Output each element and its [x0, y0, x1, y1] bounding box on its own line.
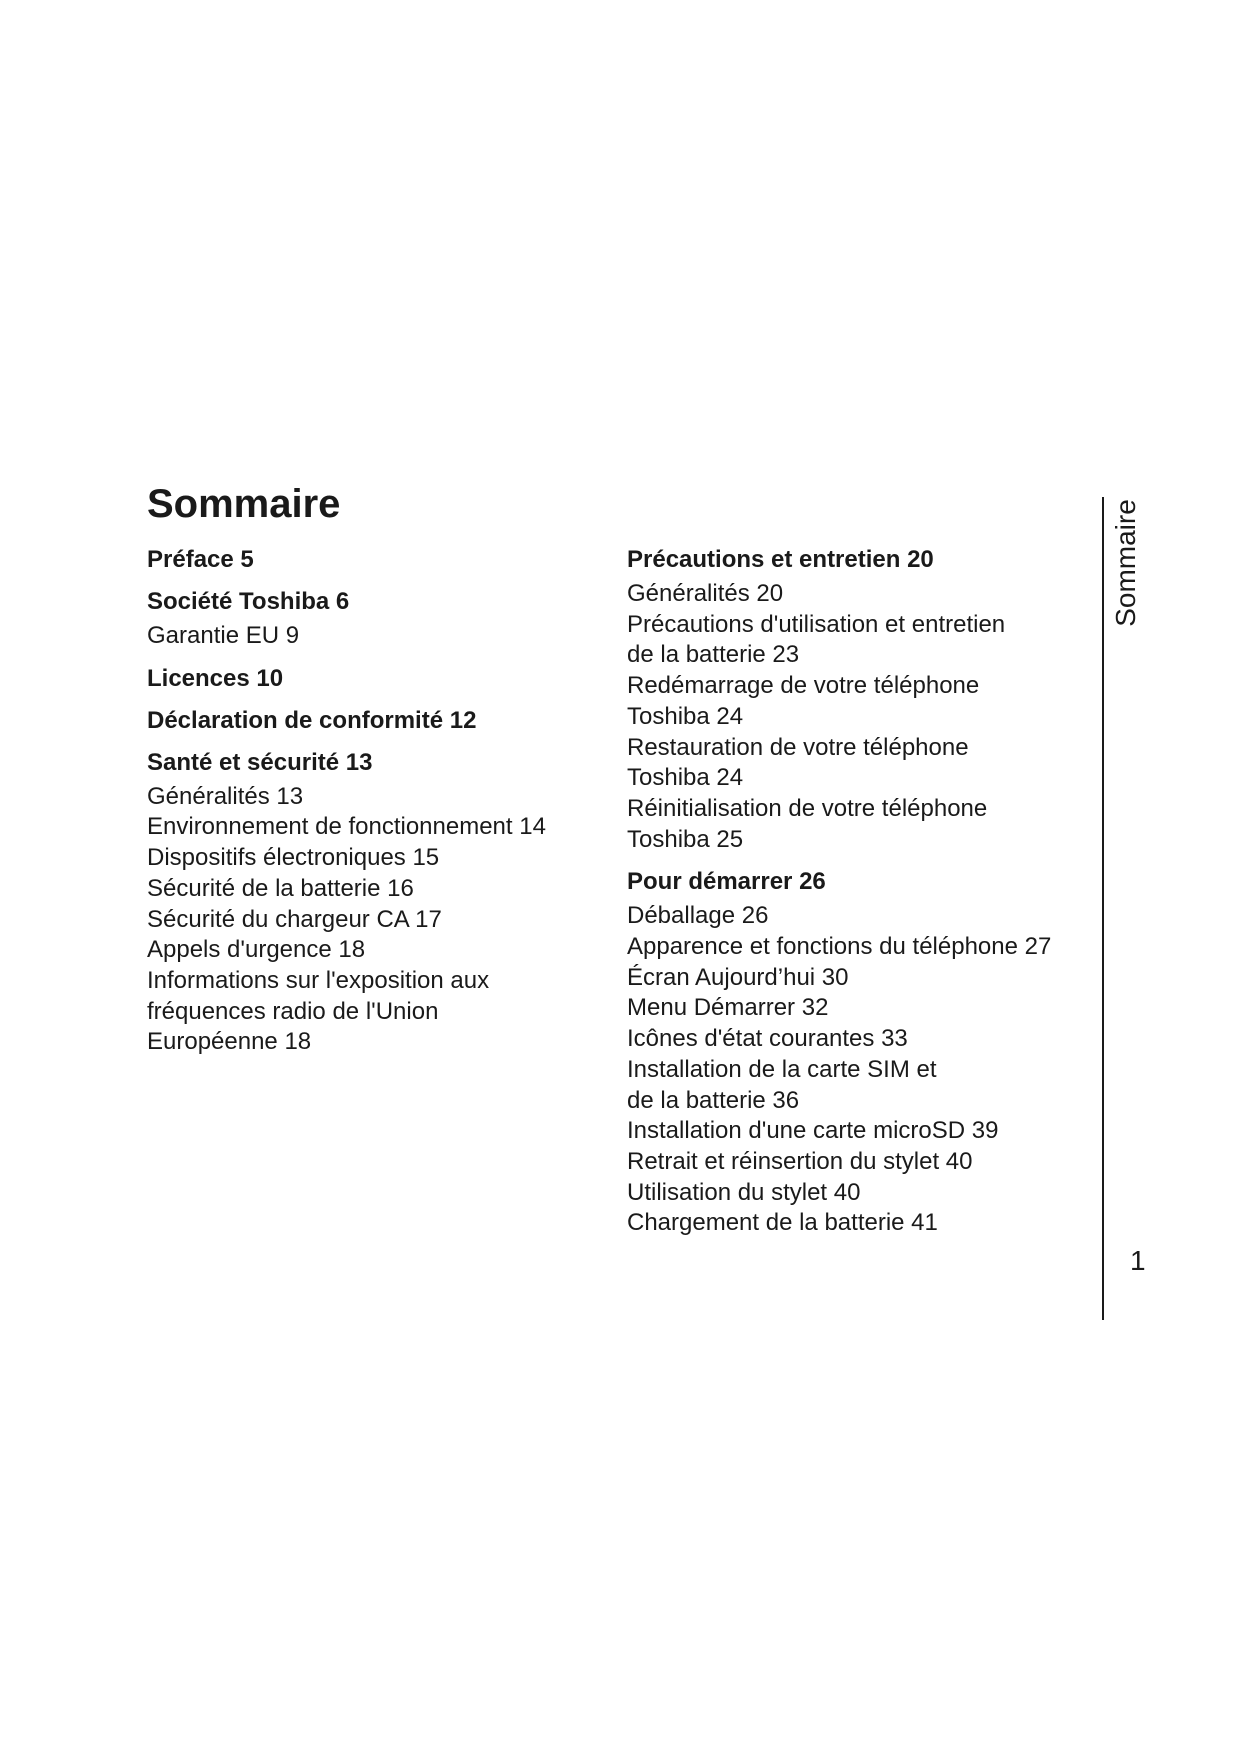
toc-entry[interactable]: Déballage 26: [627, 902, 769, 930]
toc-section-heading[interactable]: Pour démarrer 26: [627, 868, 826, 896]
toc-entry[interactable]: Environnement de fonctionnement 14: [147, 813, 546, 841]
toc-left-column: [147, 545, 587, 1070]
side-section-label: Sommaire: [1110, 499, 1141, 627]
toc-entry[interactable]: Redémarrage de votre téléphone: [627, 672, 980, 700]
toc-entry[interactable]: Chargement de la batterie 41: [627, 1209, 938, 1237]
toc-entry[interactable]: Restauration de votre téléphone: [627, 733, 969, 761]
toc-entry[interactable]: Installation d'une carte microSD 39: [627, 1117, 999, 1145]
toc-entry[interactable]: Retrait et réinsertion du stylet 40: [627, 1147, 973, 1175]
toc-section: [147, 587, 587, 652]
toc-entry[interactable]: Toshiba 24: [627, 764, 744, 792]
toc-section: [627, 545, 1097, 855]
toc-entry[interactable]: Appels d'urgence 18: [147, 936, 366, 964]
toc-entry[interactable]: Toshiba 25: [627, 825, 744, 853]
page-number: 1: [1130, 1245, 1146, 1276]
toc-entry[interactable]: Menu Démarrer 32: [627, 994, 829, 1022]
toc-section-heading[interactable]: Société Toshiba 6: [147, 588, 350, 615]
toc-right-column: [627, 545, 1097, 1251]
toc-entry[interactable]: Toshiba 24: [627, 702, 744, 730]
page-title: Sommaire: [147, 482, 341, 526]
toc-entry[interactable]: Informations sur l'exposition aux: [147, 966, 490, 994]
toc-section: [147, 706, 587, 736]
toc-entry[interactable]: Garantie EU 9: [147, 622, 300, 649]
toc-entry[interactable]: Installation de la carte SIM et: [627, 1055, 937, 1083]
toc-entry[interactable]: de la batterie 23: [627, 641, 800, 669]
toc-entry[interactable]: Dispositifs électroniques 15: [147, 844, 440, 872]
toc-entry[interactable]: Généralités 20: [627, 580, 784, 607]
toc-entry[interactable]: fréquences radio de l'Union: [147, 997, 439, 1025]
toc-entry[interactable]: Écran Aujourd’hui 30: [627, 963, 849, 991]
toc-entry[interactable]: Sécurité de la batterie 16: [147, 874, 414, 902]
toc-entry[interactable]: de la batterie 36: [627, 1086, 800, 1114]
toc-section: [627, 867, 1097, 1239]
side-divider: [1102, 497, 1104, 1320]
toc-entry[interactable]: Précautions d'utilisation et entretien: [627, 610, 1006, 638]
toc-entry[interactable]: Apparence et fonctions du téléphone 27: [627, 933, 1052, 961]
toc-section-heading[interactable]: Licences 10: [147, 664, 284, 692]
toc-entry[interactable]: Généralités 13: [147, 782, 304, 810]
toc-section: [147, 748, 587, 1058]
toc-section: [147, 664, 587, 694]
toc-entry[interactable]: Réinitialisation de votre téléphone: [627, 794, 988, 822]
toc-section-heading[interactable]: Santé et sécurité 13: [147, 748, 373, 776]
toc-entry[interactable]: Icônes d'état courantes 33: [627, 1025, 908, 1053]
toc-entry[interactable]: Utilisation du stylet 40: [627, 1178, 861, 1206]
toc-section-heading[interactable]: Déclaration de conformité 12: [147, 706, 477, 734]
toc-entry[interactable]: Sécurité du chargeur CA 17: [147, 905, 442, 933]
toc-section-heading[interactable]: Précautions et entretien 20: [627, 546, 934, 573]
toc-section-heading[interactable]: Préface 5: [147, 546, 254, 573]
toc-section: [147, 545, 587, 575]
toc-entry[interactable]: Européenne 18: [147, 1028, 312, 1056]
